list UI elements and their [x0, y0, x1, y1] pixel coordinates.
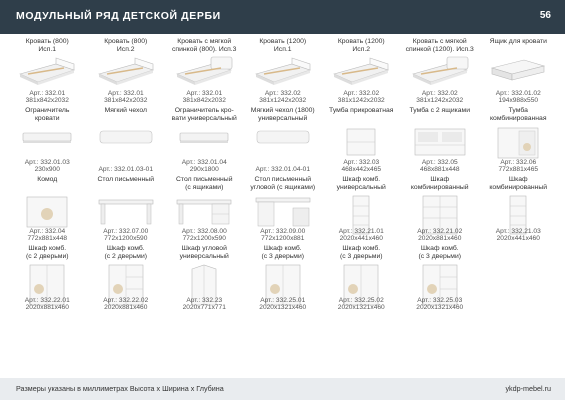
product-card — [244, 245, 323, 312]
product-name: Кровать (800) Исп.2 — [104, 38, 148, 53]
product-article: Арт.: 332.02 381x1242x2032 — [416, 89, 464, 105]
product-card — [401, 107, 480, 174]
product-row — [8, 38, 558, 105]
product-article: Арт.: 332.05 468x881x448 — [419, 158, 460, 174]
page-header — [0, 0, 565, 34]
nightstand-icon — [343, 125, 379, 159]
product-name: Тумба комбинированная — [489, 107, 547, 122]
product-card — [479, 245, 558, 312]
product-article: Арт.: 332.01.03-01 — [98, 166, 154, 174]
combo-stand-icon — [495, 125, 541, 161]
product-name: Шкаф угловой универсальный — [179, 245, 229, 260]
product-grid — [8, 38, 558, 314]
page-footer — [0, 378, 565, 400]
product-article: Арт.: 332.21.01 2020x441x460 — [338, 227, 384, 243]
product-card — [322, 176, 401, 243]
product-name: Кровать с мягкой спинкой (1200). Исп.3 — [405, 38, 474, 53]
cover-icon — [96, 125, 156, 147]
drawer-icon — [488, 56, 548, 82]
product-card — [8, 38, 87, 105]
product-article: Арт.: 332.25.03 2020x1321x460 — [416, 296, 464, 312]
limiter-icon — [176, 125, 232, 147]
product-article: Арт.: 332.04 772x881x448 — [27, 227, 68, 243]
product-card — [244, 107, 323, 174]
product-article: Арт.: 332.23 2020x771x771 — [182, 296, 226, 312]
bed-soft-icon — [409, 56, 471, 86]
dimensions-note: Размеры указаны в миллиметрах Высота х Ширина х Глубина — [16, 384, 224, 393]
product-card — [322, 38, 401, 105]
product-row — [8, 176, 558, 243]
product-name: Стол письменный — [97, 176, 154, 183]
desk-icon — [96, 194, 156, 228]
product-article: Арт.: 332.22.02 2020x881x460 — [103, 296, 149, 312]
product-row — [8, 107, 558, 174]
product-name: Кровать (800) Исп.1 — [25, 38, 69, 53]
product-name: Ящик для кровати — [489, 38, 547, 45]
product-article: Арт.: 332.01.04-01 — [255, 166, 311, 174]
product-name: Шкаф комб. (с 2 дверьми) — [25, 245, 69, 260]
product-card — [8, 176, 87, 243]
product-name: Шкаф комб. (с 3 дверьми) — [261, 245, 305, 260]
cover-icon — [253, 125, 313, 147]
product-name: Стол письменный угловой (с ящиками) — [250, 176, 316, 191]
product-article: Арт.: 332.25.01 2020x1321x460 — [259, 296, 307, 312]
page-number: 56 — [539, 10, 551, 21]
bed-icon — [16, 56, 78, 86]
bed-icon — [95, 56, 157, 86]
product-name: Кровать с мягкой спинкой (800). Исп.3 — [172, 38, 237, 53]
product-card — [322, 107, 401, 174]
product-article: Арт.: 332.08.00 772x1200x590 — [181, 227, 227, 243]
product-card — [322, 245, 401, 312]
product-article: Арт.: 332.09.00 772x1200x881 — [260, 227, 306, 243]
dresser-icon — [24, 194, 70, 230]
product-article: Арт.: 332.01.02 194x988x550 — [495, 89, 541, 105]
product-article: Арт.: 332.01.03 230x900 — [24, 158, 70, 174]
product-card — [8, 107, 87, 174]
product-card — [87, 176, 166, 243]
product-article: Арт.: 332.01 381x842x2032 — [182, 89, 226, 105]
product-name: Тумба с 2 ящиками — [409, 107, 470, 114]
product-card — [244, 38, 323, 105]
product-name: Шкаф комбинированный — [489, 176, 548, 191]
product-article: Арт.: 332.01.04 290x1800 — [181, 158, 227, 174]
product-name: Тумба прикроватная — [329, 107, 394, 114]
product-name: Мягкий чехол — [104, 107, 147, 114]
product-card — [401, 38, 480, 105]
product-card — [401, 245, 480, 312]
bed-icon — [252, 56, 314, 86]
product-article: Арт.: 332.02 381x1242x2032 — [337, 89, 385, 105]
product-name: Комод — [37, 176, 58, 183]
bed-soft-icon — [173, 56, 235, 86]
product-name: Кровать (1200) Исп.1 — [259, 38, 307, 53]
product-name: Шкаф комбинированный — [410, 176, 469, 191]
product-card — [479, 176, 558, 243]
product-card — [87, 38, 166, 105]
product-card — [401, 176, 480, 243]
product-name: Мягкий чехол (1800) универсальный — [250, 107, 315, 122]
product-card — [8, 245, 87, 312]
product-article: Арт.: 332.01 381x842x2032 — [25, 89, 69, 105]
product-card — [165, 245, 244, 312]
product-name: Шкаф комб. (с 3 дверьми) — [418, 245, 462, 260]
product-card — [165, 107, 244, 174]
product-article: Арт.: 332.25.02 2020x1321x460 — [337, 296, 385, 312]
product-article: Арт.: 332.06 772x881x465 — [498, 158, 539, 174]
product-card — [479, 107, 558, 174]
desk-drawers-icon — [174, 194, 234, 228]
product-card — [165, 38, 244, 105]
product-name: Шкаф комб. универсальный — [336, 176, 386, 191]
product-article: Арт.: 332.03 468x442x465 — [341, 158, 382, 174]
product-name: Кровать (1200) Исп.2 — [337, 38, 385, 53]
product-article: Арт.: 332.21.02 2020x881x460 — [417, 227, 463, 243]
product-article: Арт.: 332.21.03 2020x441x460 — [495, 227, 541, 243]
product-card — [165, 176, 244, 243]
product-card — [244, 176, 323, 243]
product-name: Ограничитель кро- вати универсальный — [171, 107, 237, 122]
limiter-icon — [19, 125, 75, 147]
product-article: Арт.: 332.02 381x1242x2032 — [259, 89, 307, 105]
product-article: Арт.: 332.22.01 2020x881x460 — [24, 296, 70, 312]
product-row — [8, 245, 558, 312]
product-article: Арт.: 332.07.00 772x1200x590 — [103, 227, 149, 243]
product-card — [87, 245, 166, 312]
website-link[interactable]: ykdp-mebel.ru — [505, 384, 551, 393]
product-name: Стол письменный (с ящиками) — [176, 176, 233, 191]
product-card — [479, 38, 558, 105]
product-article: Арт.: 332.01 381x842x2032 — [104, 89, 148, 105]
desk-corner-icon — [253, 194, 313, 230]
page-title: МОДУЛЬНЫЙ РЯД ДЕТСКОЙ ДЕРБИ — [16, 10, 221, 22]
product-name: Шкаф комб. (с 3 дверьми) — [339, 245, 383, 260]
bed-icon — [330, 56, 392, 86]
product-name: Ограничитель кровати — [25, 107, 70, 122]
tv-stand-icon — [412, 125, 468, 159]
product-name: Шкаф комб. (с 2 дверьми) — [104, 245, 148, 260]
product-card — [87, 107, 166, 174]
